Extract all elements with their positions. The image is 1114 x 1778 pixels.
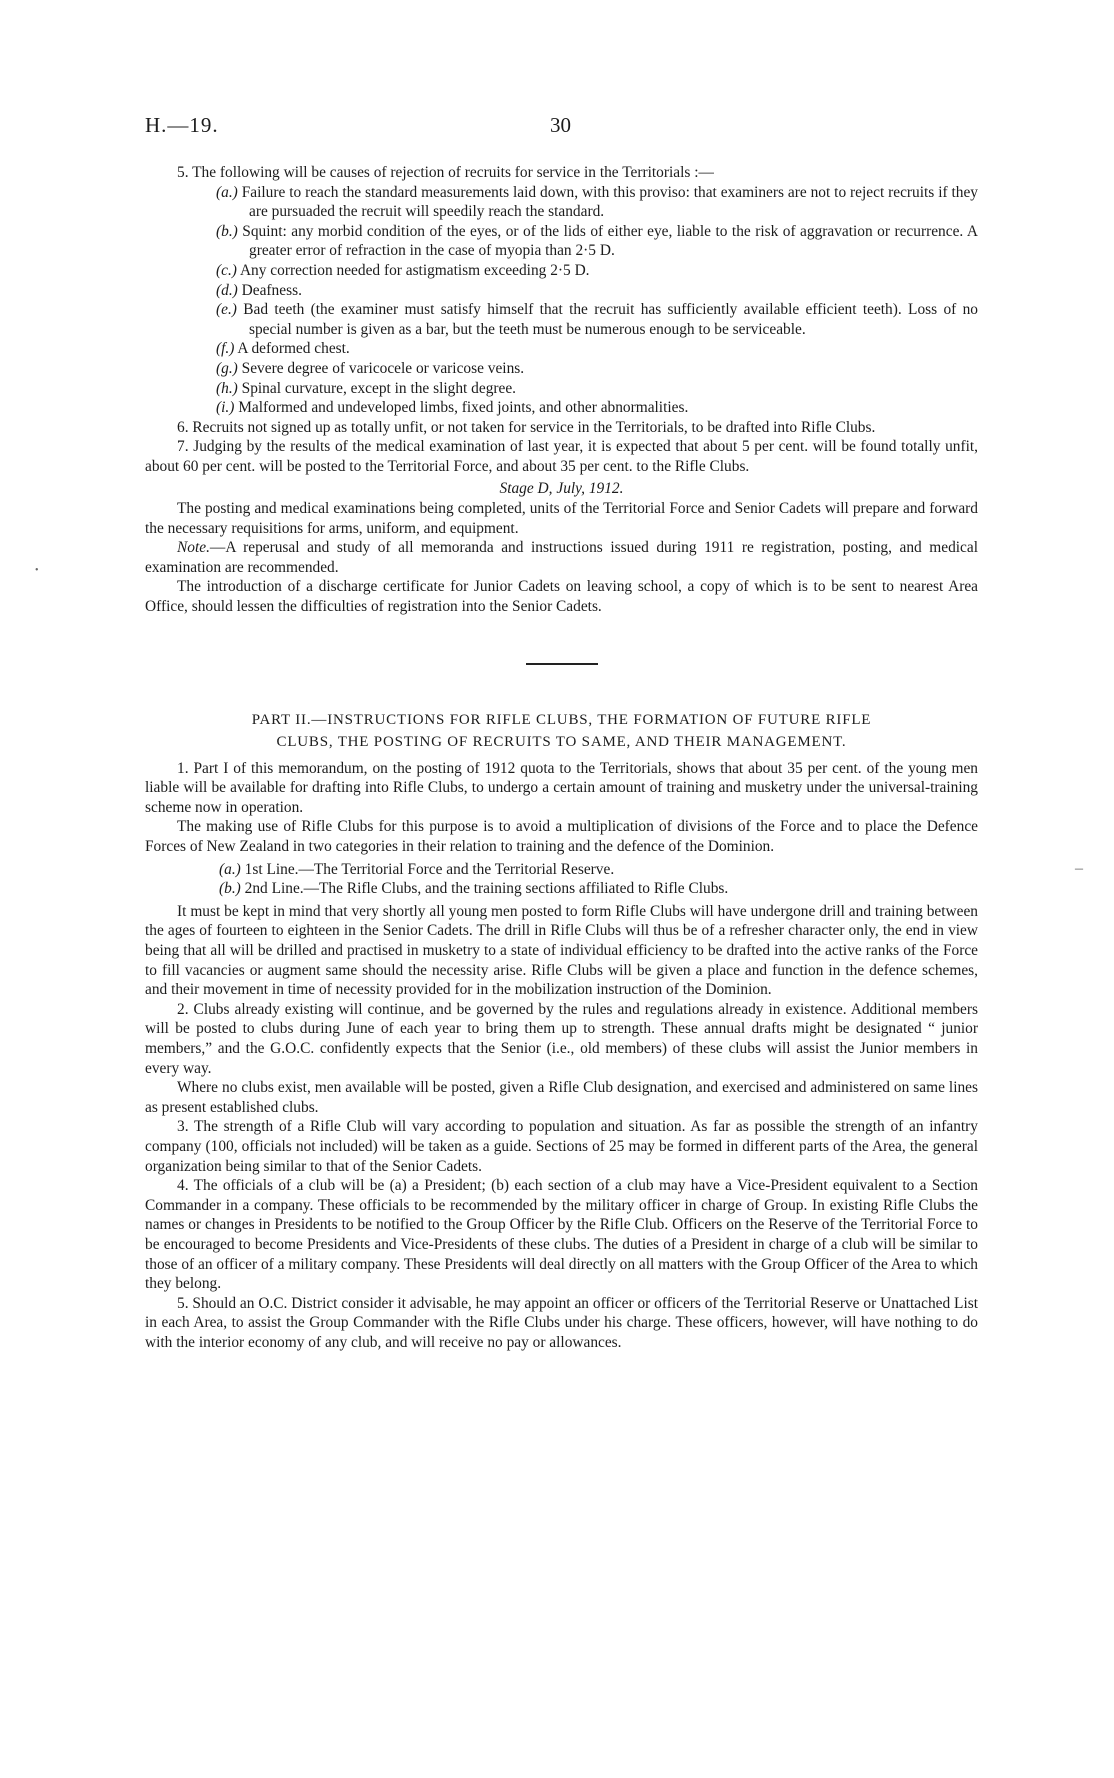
- item-text: Malformed and undeveloped limbs, fixed joints, and other abnormalities.: [238, 399, 689, 417]
- note-text: —A reperusal and study of all memoranda and instructions issued during 1911 re registration, posting, and medical examination are recommended.: [145, 539, 978, 576]
- list-item: [145, 339, 978, 359]
- part-2-heading-line-2: CLUBS, THE POSTING OF RECRUITS TO SAME, AND THEIR MANAGEMENT.: [276, 733, 847, 750]
- list-item: [145, 300, 978, 339]
- paragraph-5-intro: 5. The following will be causes of rejection of recruits for service in the Territorials :—: [177, 164, 714, 181]
- page-body: [145, 163, 978, 1352]
- section-divider: [526, 663, 598, 665]
- list-item: [145, 222, 978, 261]
- list-item: [145, 261, 978, 281]
- part-2-paragraph-5: 5. Should an O.C. District consider it advisable, he may appoint an officer or officers of the Territorial Reserve or Unattached List in each Area, to assist the Group Commander with the Rifle Clubs under his charge. These officers, however, will have nothing to do with the interior economy of any club, and will receive no pay or allowances.: [145, 1294, 978, 1351]
- list-item: [145, 281, 978, 301]
- item-label: (c.): [216, 261, 237, 279]
- item-label: (e.): [216, 301, 237, 319]
- item-label: (a.): [216, 183, 238, 201]
- part-2-paragraph-1c: It must be kept in mind that very shortly all young men posted to form Rifle Clubs will have undergone drill and training between the ages of fourteen to eighteen in the Senior Cadets. The drill in Rifle Clubs will thus be of a refresher character only, the end in view being that all will be drilled and practised in musketry to a state of individual efficiency to be drafted into the active ranks of the Force to fill vacancies or augment same should the necessity arise. Rifle Clubs will be given a place and function in the defence schemes, and their movement in time of necessity provided for in the mobilization instruction of the Dominion.: [145, 902, 978, 999]
- item-text: 2nd Line.—The Rifle Clubs, and the training sections affiliated to Rifle Clubs.: [244, 880, 729, 898]
- list-item: [145, 379, 978, 399]
- note-paragraph: [145, 538, 978, 577]
- paragraph-6: 6. Recruits not signed up as totally unfit, or not taken for service in the Territorials, to be drafted into Rifle Clubs.: [177, 418, 876, 436]
- list-item: [145, 860, 978, 880]
- part-2-paragraph-4: 4. The officials of a club will be (a) a President; (b) each section of a club may have a Vice-President equivalent to a Section Commander in a company. These officials to be recommended by the military officer in charge of Group. In existing Rifle Clubs the names or changes in Presidents to be notified to the Group Officer by the Rifle Club. Officers on the Reserve of the Territorial Force to be encouraged to become Presidents and Vice-Presidents of these clubs. The duties of a President in charge of a club will be similar to those of an officer of a military company. These Presidents will deal directly on all matters with the Group Officer of the Area to which they belong.: [145, 1177, 978, 1293]
- defence-lines-list: [145, 860, 978, 899]
- item-text: Failure to reach the standard measurements laid down, with this proviso: that examiners are not to reject recruits if they are pursuaded the recruit will speedily reach the standard.: [241, 183, 978, 221]
- stage-paragraph-1: The posting and medical examinations being completed, units of the Territorial Force and Senior Cadets will prepare and forward the necessary requisitions for arms, uniform, and equipment.: [145, 500, 978, 537]
- item-label: (d.): [216, 281, 238, 299]
- item-text: Deafness.: [241, 281, 302, 299]
- item-text: 1st Line.—The Territorial Force and the Territorial Reserve.: [244, 860, 615, 878]
- item-label: (b.): [216, 222, 238, 240]
- paragraph-7: 7. Judging by the results of the medical examination of last year, it is expected that about 5 per cent. will be found totally unfit, about 60 per cent. will be posted to the Territorial Force, and about 35 per cent. to the Rifle Clubs.: [145, 438, 978, 475]
- margin-mark: •: [35, 565, 39, 576]
- item-label: (i.): [216, 399, 235, 417]
- list-item: [145, 879, 978, 899]
- document-reference: H.—19.: [145, 113, 219, 137]
- item-label: (g.): [216, 359, 238, 377]
- item-text: A deformed chest.: [237, 340, 350, 358]
- list-item: [145, 183, 978, 222]
- page-number: 30: [550, 113, 571, 137]
- stage-paragraph-3: The introduction of a discharge certificate for Junior Cadets on leaving school, a copy of which is to be sent to nearest Area Office, should lessen the difficulties of registration into the Senior Cadets.: [145, 578, 978, 616]
- part-2-paragraph-1b: The making use of Rifle Clubs for this purpose is to avoid a multiplication of divisions of the Force and to place the Defence Forces of New Zealand in two categories in their relation to training and the defence of the Dominion.: [145, 818, 978, 856]
- item-label: (a.): [219, 860, 241, 878]
- part-2-paragraph-2: 2. Clubs already existing will continue, and be governed by the rules and regulations already in existence. Additional members will be posted to clubs during June of each year to bring them up to strength. These annual drafts might be designated “ junior members,” and the G.O.C. confidently expects that the Senior (i.e., old members) of these clubs will assist the Junior members in every way.: [145, 1000, 978, 1077]
- part-2-paragraph-3: 3. The strength of a Rifle Club will vary according to population and situation. As far as possible the strength of an infantry company (100, officials not included) will be taken as a guide. Sections of 25 may be formed in different parts of the Area, the general organization being similar to that of the Senior Cadets.: [145, 1118, 978, 1175]
- item-label: (b.): [219, 880, 241, 898]
- item-text: Bad teeth (the examiner must satisfy himself that the recruit has sufficiently available efficient teeth). Loss of no special number is given as a bar, but the teeth must be numerous enough to be serviceable.: [243, 301, 978, 338]
- item-text: Squint: any morbid condition of the eyes, or of the lids of either eye, liable to the risk of aggravation or recurrence. A greater error of refraction in the case of myopia than 2·5 D.: [242, 222, 978, 260]
- item-label: (f.): [216, 340, 235, 358]
- list-item: [145, 398, 978, 418]
- stage-heading: Stage D, July, 1912.: [499, 479, 624, 497]
- item-text: Any correction needed for astigmatism exceeding 2·5 D.: [239, 261, 590, 279]
- part-2-paragraph-1: 1. Part I of this memorandum, on the posting of 1912 quota to the Territorials, shows that about 35 per cent. of the young men liable will be available for drafting into Rifle Clubs, to undergo a certain amount of training and musketry under the universal-training scheme now in operation.: [145, 759, 978, 816]
- rejection-causes-list: [145, 183, 978, 418]
- part-2-heading: [145, 709, 978, 753]
- note-label: Note.: [177, 539, 210, 557]
- list-item: [145, 359, 978, 379]
- part-2-paragraph-2b: Where no clubs exist, men available will be posted, given a Rifle Club designation, and exercised and administered on same lines as present established clubs.: [145, 1079, 978, 1116]
- part-2-heading-line-1: PART II.—INSTRUCTIONS FOR RIFLE CLUBS, THE FORMATION OF FUTURE RIFLE: [251, 711, 872, 728]
- page-header: [145, 113, 969, 143]
- item-text: Spinal curvature, except in the slight degree.: [241, 379, 517, 397]
- item-label: (h.): [216, 379, 238, 397]
- item-text: Severe degree of varicocele or varicose veins.: [241, 359, 525, 377]
- margin-mark: –: [1075, 860, 1083, 877]
